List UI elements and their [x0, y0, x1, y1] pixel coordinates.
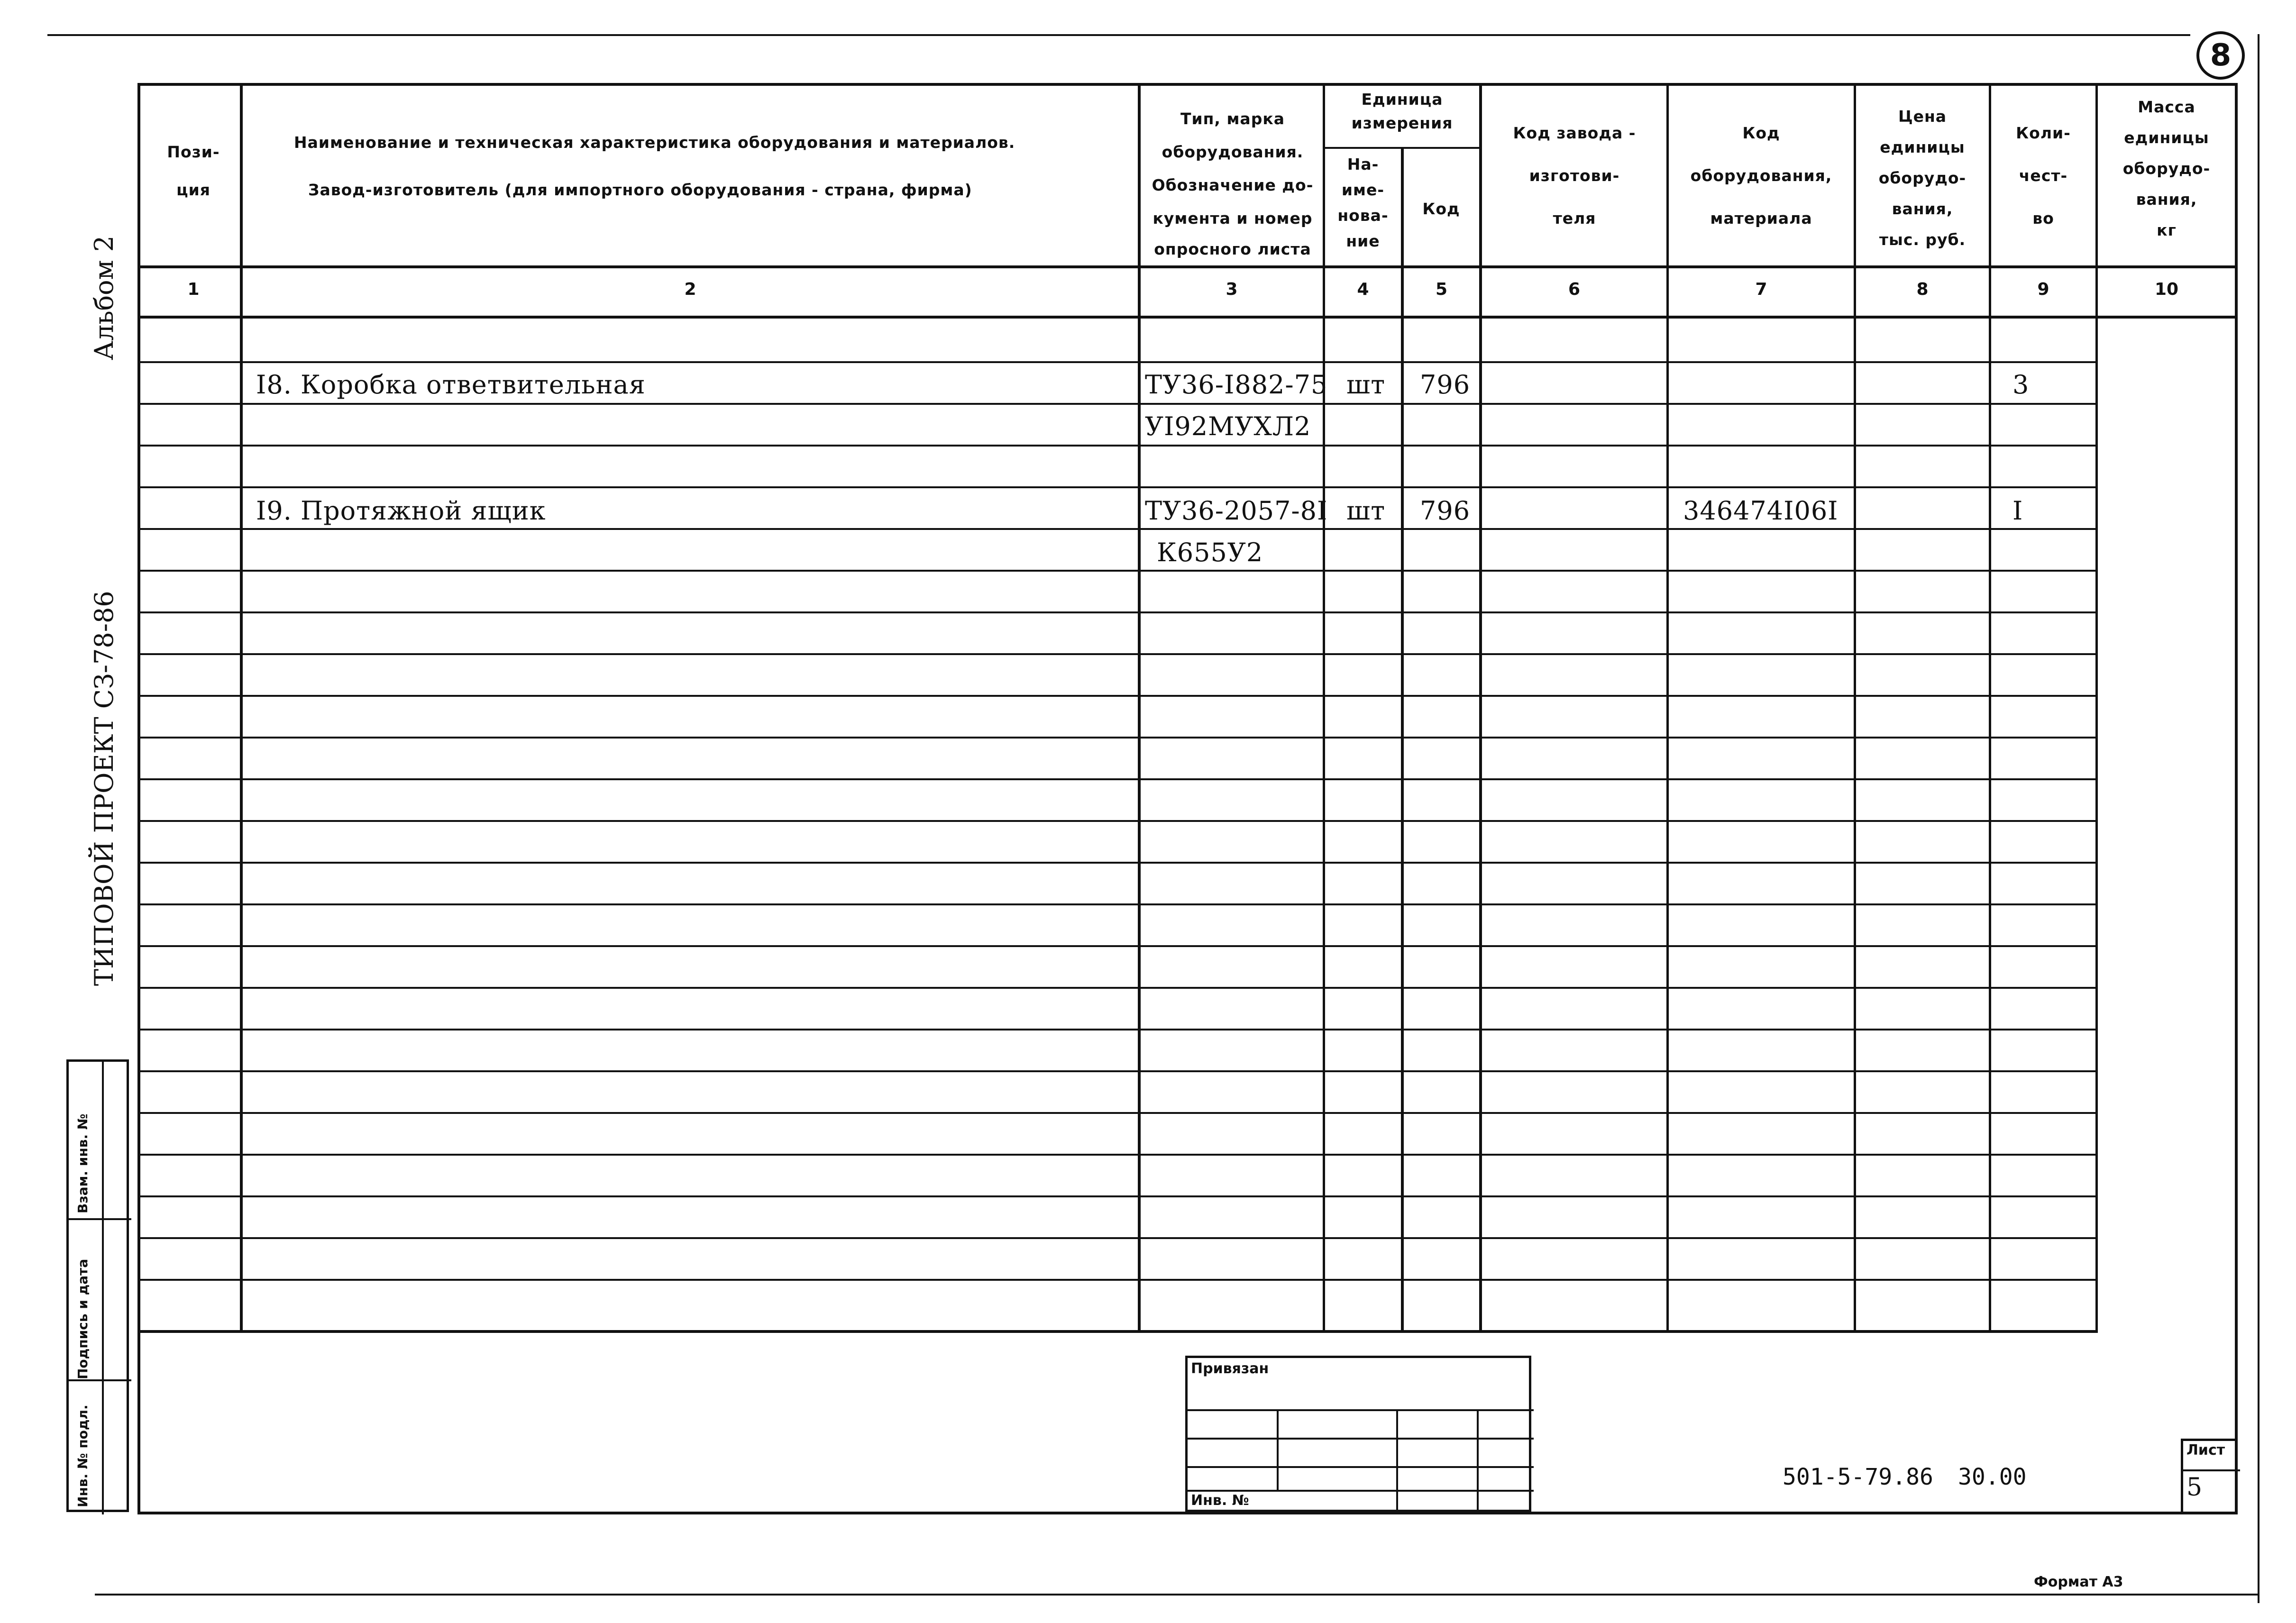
row-18-qty: 3: [2012, 370, 2030, 400]
list-label: Лист: [2186, 1442, 2225, 1459]
header-name-line1: Наименование и техническая характеристика оборудования и материалов.: [294, 133, 1015, 152]
header-type-line4: кумента и номер: [1153, 209, 1313, 228]
project-label: ТИПОВОЙ ПРОЕКТ СЗ-78-86: [89, 591, 119, 986]
privyazan-label: Привязан: [1191, 1360, 1269, 1377]
format-label: Формат А3: [2034, 1574, 2123, 1590]
col-number-9: 9: [2037, 280, 2049, 299]
header-factory-code-3: теля: [1553, 209, 1596, 228]
row-18-type2: УI92МУХЛ2: [1145, 411, 1311, 441]
row-18-unit: шт: [1346, 370, 1386, 400]
header-unit-name-4: ние: [1346, 232, 1380, 250]
header-qty-3: во: [2032, 209, 2054, 228]
stamp-field-vzam: Взам. инв. №: [75, 1113, 91, 1213]
col-number-2: 2: [684, 280, 696, 299]
header-type-line1: Тип, марка: [1180, 109, 1285, 128]
row-19-type2: К655У2: [1157, 538, 1263, 567]
row-18-name: I8. Коробка ответвительная: [256, 370, 646, 400]
row-18-type: ТУ36-I882-75: [1145, 370, 1328, 400]
col-number-7: 7: [1755, 280, 1767, 299]
header-type-line5: опросного листа: [1154, 240, 1311, 258]
privyazan-stamp: [1185, 1356, 1531, 1512]
header-mass-3: оборудо-: [2122, 159, 2211, 178]
header-price-5: тыс. руб.: [1879, 230, 1966, 249]
header-equip-code-2: оборудования,: [1690, 166, 1832, 185]
header-price-3: оборудо-: [1878, 169, 1967, 187]
header-unit-code: Код: [1422, 200, 1460, 218]
row-19-type: ТУ36-2057-8I: [1145, 496, 1328, 526]
col-number-3: 3: [1226, 280, 1238, 299]
header-qty-2: чест-: [2019, 166, 2068, 185]
sheet-number-marker: 8: [2196, 31, 2245, 80]
header-pos-line1: Пози-: [167, 143, 220, 161]
header-price-1: Цена: [1898, 107, 1947, 126]
header-mass-2: единицы: [2124, 128, 2209, 147]
header-pos-line2: ция: [176, 181, 210, 199]
row-18-code: 796: [1420, 370, 1471, 400]
col-number-4: 4: [1357, 280, 1369, 299]
document-code-suffix: 30.00: [1958, 1464, 2027, 1490]
row-19-qty: I: [2012, 496, 2023, 526]
row-19-unit: шт: [1346, 496, 1386, 526]
header-equip-code-1: Код: [1742, 124, 1780, 142]
header-equip-code-3: материала: [1710, 209, 1812, 228]
header-mass-5: кг: [2157, 221, 2177, 239]
header-factory-code-1: Код завода -: [1513, 124, 1636, 142]
header-unit-name-1: На-: [1347, 155, 1379, 173]
col-number-10: 10: [2154, 280, 2179, 299]
list-number: 5: [2186, 1473, 2203, 1502]
header-unit-line1: Единица: [1361, 90, 1443, 109]
col-number-6: 6: [1568, 280, 1581, 299]
inv-number-label: Инв. №: [1191, 1492, 1249, 1509]
album-label: Альбом 2: [89, 235, 119, 360]
header-qty-1: Коли-: [2016, 124, 2071, 142]
stamp-field-podpis: Подпись и дата: [75, 1258, 91, 1379]
row-19-equip-code: 346474I06I: [1683, 496, 1839, 526]
row-19-code: 796: [1420, 496, 1471, 526]
col-number-1: 1: [187, 280, 200, 299]
header-type-line2: оборудования.: [1162, 143, 1304, 161]
header-mass-1: Масса: [2138, 98, 2195, 116]
header-price-4: вания,: [1892, 200, 1953, 218]
header-unit-name-3: нова-: [1337, 206, 1389, 225]
header-price-2: единицы: [1880, 138, 1965, 156]
stamp-field-inv-podl: Инв. № подл.: [75, 1404, 91, 1507]
header-mass-4: вания,: [2136, 190, 2197, 209]
header-unit-name-2: име-: [1341, 181, 1385, 199]
col-number-8: 8: [1916, 280, 1929, 299]
header-type-line3: Обозначение до-: [1152, 176, 1314, 194]
header-name-line2: Завод-изготовитель (для импортного оборудования - страна, фирма): [308, 181, 972, 199]
header-unit-line2: измерения: [1351, 114, 1453, 132]
col-number-5: 5: [1435, 280, 1448, 299]
row-19-name: I9. Протяжной ящик: [256, 496, 546, 526]
header-factory-code-2: изготови-: [1529, 166, 1620, 185]
document-code: 501-5-79.86: [1783, 1464, 1933, 1490]
